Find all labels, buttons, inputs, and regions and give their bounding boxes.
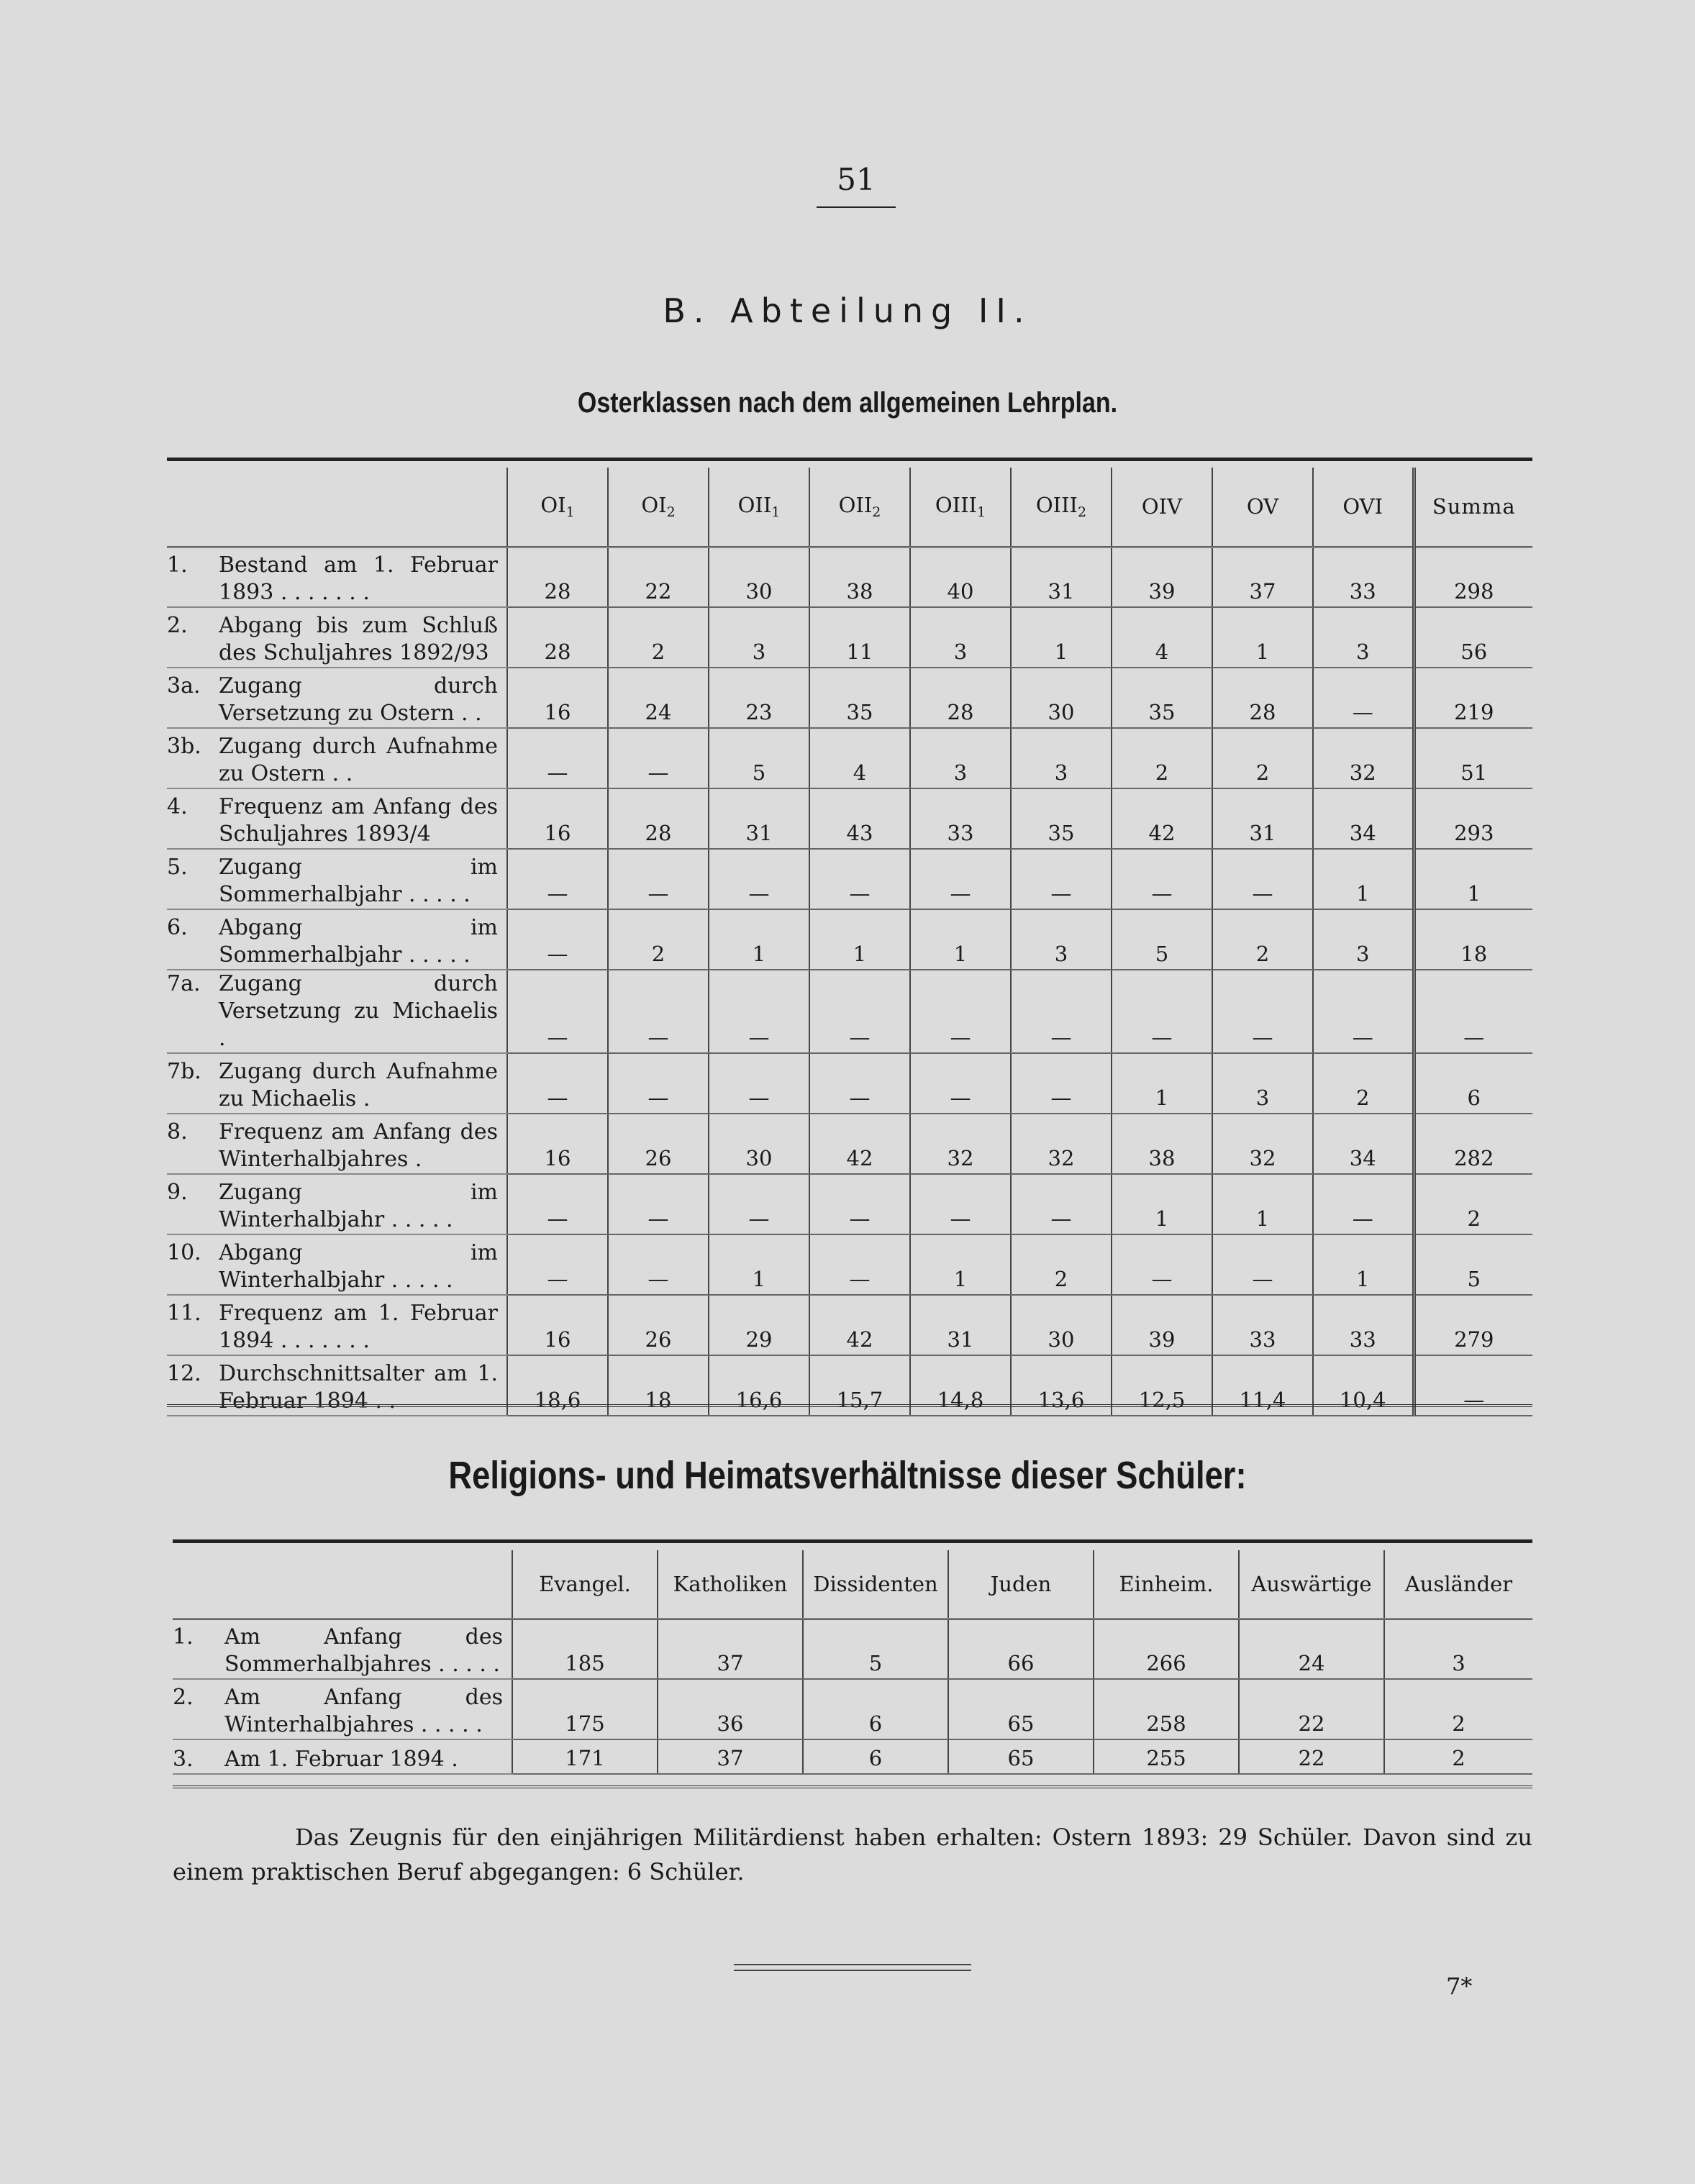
table-cell: 14,8 bbox=[910, 1355, 1011, 1416]
column-header-base: OI bbox=[641, 493, 667, 518]
table-cell: 2 bbox=[1112, 728, 1212, 788]
table-row bbox=[167, 728, 1532, 788]
table-cell: 1 bbox=[1112, 1174, 1212, 1234]
table-subtitle: Osterklassen nach dem allgemeinen Lehrplan. bbox=[577, 387, 1118, 419]
table-row bbox=[167, 1053, 1532, 1114]
table-cell: 35 bbox=[1112, 668, 1212, 728]
table-cell: 34 bbox=[1313, 1114, 1414, 1174]
column-header bbox=[910, 468, 1011, 547]
row-label-text: Abgang bis zum Schluß des Schuljahres 1892/93 bbox=[219, 613, 498, 665]
table-cell: 3 bbox=[1212, 1053, 1313, 1114]
table-cell: 31 bbox=[709, 788, 809, 849]
table-cell: 16 bbox=[507, 668, 608, 728]
table-cell: 5 bbox=[1112, 909, 1212, 970]
row-number: 5. bbox=[167, 855, 188, 880]
table-cell: 35 bbox=[809, 668, 910, 728]
table-cell: — bbox=[507, 909, 608, 970]
column-header: Evangel. bbox=[512, 1550, 658, 1619]
table-cell: — bbox=[709, 849, 809, 909]
row-number: 1. bbox=[173, 1624, 194, 1650]
table-cell: — bbox=[507, 1174, 608, 1234]
religion-top-rule bbox=[173, 1539, 1532, 1543]
table-cell: 22 bbox=[608, 547, 709, 607]
table-cell: 32 bbox=[1313, 728, 1414, 788]
table-row bbox=[167, 1234, 1532, 1295]
table-cell: 2 bbox=[1011, 1234, 1112, 1295]
row-label-text: Zugang im Sommerhalbjahr . . . . . bbox=[219, 855, 498, 907]
table-cell: 30 bbox=[1011, 668, 1112, 728]
table-cell: 2 bbox=[1384, 1739, 1532, 1774]
row-number: 1. bbox=[167, 552, 188, 578]
row-number: 10. bbox=[167, 1240, 201, 1265]
table-cell: 31 bbox=[1212, 788, 1313, 849]
table-cell: 1 bbox=[1011, 607, 1112, 668]
row-label-text: Abgang im Winterhalbjahr . . . . . bbox=[219, 1240, 498, 1293]
table-cell: 33 bbox=[1313, 547, 1414, 607]
column-header bbox=[809, 468, 910, 547]
table-cell: — bbox=[809, 1174, 910, 1234]
table-row bbox=[167, 788, 1532, 849]
table-cell: — bbox=[1011, 849, 1112, 909]
table-cell: 15,7 bbox=[809, 1355, 910, 1416]
footer-rule-2 bbox=[734, 1970, 971, 1971]
table-cell: 13,6 bbox=[1011, 1355, 1112, 1416]
table-row bbox=[167, 849, 1532, 909]
row-label-text: Frequenz am Anfang des Winterhalbjahres . bbox=[219, 1119, 498, 1172]
table-cell: 43 bbox=[809, 788, 910, 849]
row-label bbox=[167, 547, 507, 607]
row-label-text: Zugang durch Versetzung zu Michaelis . bbox=[219, 971, 498, 1051]
row-label bbox=[167, 849, 507, 909]
table-bottom-rule bbox=[167, 1404, 1532, 1407]
table-cell: — bbox=[507, 728, 608, 788]
summa-header: Summa bbox=[1414, 468, 1532, 547]
table-cell: 4 bbox=[1112, 607, 1212, 668]
sum-cell: 282 bbox=[1414, 1114, 1532, 1174]
table-cell: 3 bbox=[1384, 1619, 1532, 1679]
table-cell: — bbox=[1212, 849, 1313, 909]
table-row bbox=[167, 1295, 1532, 1355]
military-service-note: Das Zeugnis für den einjährigen Militärdienst haben erhalten: Ostern 1893: 29 Schüler. Davon sind zu einem praktischen Beruf abgegangen: 6 Schüler. bbox=[173, 1824, 1532, 1885]
row-label bbox=[173, 1619, 512, 1679]
row-label-text: Abgang im Sommerhalbjahr . . . . . bbox=[219, 915, 498, 968]
table-cell: 6 bbox=[803, 1739, 948, 1774]
table-cell: — bbox=[709, 1174, 809, 1234]
row-label-text: Zugang im Winterhalbjahr . . . . . bbox=[219, 1180, 498, 1232]
table-cell: — bbox=[507, 1234, 608, 1295]
row-label bbox=[167, 788, 507, 849]
table-row bbox=[167, 668, 1532, 728]
table-cell: 18,6 bbox=[507, 1355, 608, 1416]
table-row bbox=[173, 1619, 1532, 1679]
table-cell: 24 bbox=[1239, 1619, 1384, 1679]
row-label-text: Frequenz am 1. Februar 1894 . . . . . . . bbox=[219, 1301, 498, 1353]
table-cell: 16 bbox=[507, 1114, 608, 1174]
column-header-subscript: 1 bbox=[977, 504, 986, 521]
table-cell: 30 bbox=[709, 547, 809, 607]
table-cell: 1 bbox=[709, 909, 809, 970]
table-cell: 1 bbox=[1212, 607, 1313, 668]
sum-cell: 56 bbox=[1414, 607, 1532, 668]
table-cell: 28 bbox=[507, 607, 608, 668]
table-cell: 1 bbox=[1313, 849, 1414, 909]
table-cell: — bbox=[1112, 1234, 1212, 1295]
column-header: Ausländer bbox=[1384, 1550, 1532, 1619]
table-cell: 2 bbox=[608, 909, 709, 970]
column-header: Einheim. bbox=[1094, 1550, 1239, 1619]
table-cell: — bbox=[1212, 970, 1313, 1053]
table-cell: 11 bbox=[809, 607, 910, 668]
column-header-subscript: 2 bbox=[1078, 504, 1087, 521]
table-cell: 1 bbox=[1112, 1053, 1212, 1114]
table-cell: 65 bbox=[948, 1679, 1094, 1739]
table-cell: 28 bbox=[608, 788, 709, 849]
table-cell: 36 bbox=[658, 1679, 803, 1739]
column-header-subscript: 1 bbox=[771, 504, 781, 521]
table-cell: 175 bbox=[512, 1679, 658, 1739]
row-label-text: Bestand am 1. Februar 1893 . . . . . . . bbox=[219, 552, 498, 605]
table-cell: 185 bbox=[512, 1619, 658, 1679]
table-cell: 10,4 bbox=[1313, 1355, 1414, 1416]
table-cell: 1 bbox=[1212, 1174, 1313, 1234]
row-label bbox=[167, 1053, 507, 1114]
sum-cell: 1 bbox=[1414, 849, 1532, 909]
table-cell: — bbox=[910, 1174, 1011, 1234]
table-cell: — bbox=[608, 970, 709, 1053]
table-cell: 40 bbox=[910, 547, 1011, 607]
table-cell: 42 bbox=[1112, 788, 1212, 849]
table-cell: 39 bbox=[1112, 1295, 1212, 1355]
column-header-base: OVI bbox=[1342, 494, 1383, 519]
table-cell: — bbox=[709, 1053, 809, 1114]
table-cell: 24 bbox=[608, 668, 709, 728]
table-cell: 4 bbox=[809, 728, 910, 788]
table-row bbox=[167, 909, 1532, 970]
column-header bbox=[1011, 468, 1112, 547]
table-cell: 2 bbox=[1212, 728, 1313, 788]
table-cell: 2 bbox=[608, 607, 709, 668]
religion-bottom-rule bbox=[173, 1785, 1532, 1788]
column-header bbox=[1313, 468, 1414, 547]
row-label bbox=[167, 1234, 507, 1295]
sum-cell: 18 bbox=[1414, 909, 1532, 970]
table-cell: 171 bbox=[512, 1739, 658, 1774]
row-number: 11. bbox=[167, 1301, 201, 1326]
table-cell: — bbox=[608, 1053, 709, 1114]
table-cell: 33 bbox=[910, 788, 1011, 849]
row-label-text: Frequenz am Anfang des Schuljahres 1893/4 bbox=[219, 794, 498, 847]
row-label bbox=[167, 1114, 507, 1174]
table-cell: — bbox=[910, 970, 1011, 1053]
table-cell: 30 bbox=[1011, 1295, 1112, 1355]
column-header-base: OV bbox=[1246, 494, 1279, 519]
table-cell: — bbox=[1313, 668, 1414, 728]
row-label-text: Am 1. Februar 1894 . bbox=[224, 1747, 458, 1772]
sum-cell: 293 bbox=[1414, 788, 1532, 849]
column-header bbox=[1212, 468, 1313, 547]
table-row bbox=[173, 1739, 1532, 1774]
table-cell: — bbox=[1011, 1053, 1112, 1114]
row-number: 6. bbox=[167, 915, 188, 940]
row-label-text: Zugang durch Aufnahme zu Ostern . . bbox=[219, 734, 498, 786]
top-rule bbox=[167, 458, 1532, 461]
table-cell: 26 bbox=[608, 1295, 709, 1355]
table-cell: 16,6 bbox=[709, 1355, 809, 1416]
column-header: Juden bbox=[948, 1550, 1094, 1619]
table-cell: 31 bbox=[910, 1295, 1011, 1355]
row-label bbox=[167, 909, 507, 970]
section-title: B. Abteilung II. bbox=[663, 291, 1032, 330]
table-cell: — bbox=[910, 1053, 1011, 1114]
table-cell: 38 bbox=[809, 547, 910, 607]
table-row bbox=[167, 970, 1532, 1053]
sum-cell: 298 bbox=[1414, 547, 1532, 607]
religion-table bbox=[173, 1550, 1532, 1775]
table-cell: 32 bbox=[1011, 1114, 1112, 1174]
table-cell: 255 bbox=[1094, 1739, 1239, 1774]
row-label-text: Durchschnittsalter am 1. Februar 1894 . . bbox=[219, 1361, 498, 1414]
table-cell: — bbox=[507, 849, 608, 909]
table-cell: 35 bbox=[1011, 788, 1112, 849]
row-number: 12. bbox=[167, 1361, 201, 1386]
row-number: 4. bbox=[167, 794, 188, 819]
table-cell: 22 bbox=[1239, 1739, 1384, 1774]
row-label-text: Am Anfang des Winterhalbjahres . . . . . bbox=[224, 1685, 503, 1737]
table-cell: — bbox=[1313, 1174, 1414, 1234]
row-number: 7b. bbox=[167, 1059, 201, 1084]
sum-cell: 2 bbox=[1414, 1174, 1532, 1234]
table-cell: 3 bbox=[1313, 607, 1414, 668]
row-number: 2. bbox=[173, 1685, 194, 1710]
column-header: Dissidenten bbox=[803, 1550, 948, 1619]
row-number: 8. bbox=[167, 1119, 188, 1145]
column-header: Auswärtige bbox=[1239, 1550, 1384, 1619]
column-header-base: OII bbox=[838, 493, 873, 518]
column-header-base: OIII bbox=[1035, 493, 1078, 518]
table-cell: 5 bbox=[709, 728, 809, 788]
table-cell: — bbox=[608, 849, 709, 909]
table-cell: 2 bbox=[1313, 1053, 1414, 1114]
table-cell: 1 bbox=[809, 909, 910, 970]
row-label-text: Am Anfang des Sommerhalbjahres . . . . . bbox=[224, 1624, 503, 1677]
row-label bbox=[167, 970, 507, 1053]
table-cell: 33 bbox=[1212, 1295, 1313, 1355]
table-cell: 37 bbox=[658, 1739, 803, 1774]
table-cell: 3 bbox=[1011, 728, 1112, 788]
sum-cell: — bbox=[1414, 1355, 1532, 1416]
table-cell: 66 bbox=[948, 1619, 1094, 1679]
table-cell: 266 bbox=[1094, 1619, 1239, 1679]
footer-rule-1 bbox=[734, 1964, 971, 1965]
table-cell: 1 bbox=[910, 909, 1011, 970]
table-cell: 1 bbox=[910, 1234, 1011, 1295]
table-row bbox=[167, 1114, 1532, 1174]
table-cell: 39 bbox=[1112, 547, 1212, 607]
table-cell: — bbox=[809, 1053, 910, 1114]
table-cell: — bbox=[809, 1234, 910, 1295]
column-header-base: OIV bbox=[1141, 494, 1183, 519]
column-header-base: OII bbox=[737, 493, 772, 518]
table-cell: 34 bbox=[1313, 788, 1414, 849]
column-header bbox=[608, 468, 709, 547]
row-number: 7a. bbox=[167, 971, 201, 996]
sum-cell: — bbox=[1414, 970, 1532, 1053]
table-cell: 31 bbox=[1011, 547, 1112, 607]
table-cell: 18 bbox=[608, 1355, 709, 1416]
table-cell: 29 bbox=[709, 1295, 809, 1355]
row-label bbox=[173, 1679, 512, 1739]
table-cell: 30 bbox=[709, 1114, 809, 1174]
table-cell: 5 bbox=[803, 1619, 948, 1679]
religion-table-title: Religions- und Heimatsverhältnisse dieser Schüler: bbox=[448, 1454, 1247, 1497]
table-cell: 32 bbox=[1212, 1114, 1313, 1174]
header-blank bbox=[167, 468, 507, 547]
table-cell: 16 bbox=[507, 788, 608, 849]
table-cell: 3 bbox=[1011, 909, 1112, 970]
table-cell: 37 bbox=[658, 1619, 803, 1679]
sum-cell: 51 bbox=[1414, 728, 1532, 788]
table-cell: — bbox=[608, 1174, 709, 1234]
row-label bbox=[173, 1739, 512, 1774]
table-cell: — bbox=[608, 728, 709, 788]
column-header bbox=[709, 468, 809, 547]
table-cell: — bbox=[1112, 849, 1212, 909]
table-row bbox=[167, 1174, 1532, 1234]
table-cell: 42 bbox=[809, 1114, 910, 1174]
table-cell: — bbox=[1212, 1234, 1313, 1295]
table-cell: — bbox=[507, 1053, 608, 1114]
table-cell: 16 bbox=[507, 1295, 608, 1355]
row-label-text: Zugang durch Versetzung zu Ostern . . bbox=[219, 673, 498, 726]
sum-cell: 219 bbox=[1414, 668, 1532, 728]
row-number: 9. bbox=[167, 1180, 188, 1205]
table-cell: — bbox=[709, 970, 809, 1053]
table-cell: 28 bbox=[910, 668, 1011, 728]
table-cell: 258 bbox=[1094, 1679, 1239, 1739]
row-number: 3a. bbox=[167, 673, 201, 699]
row-label-text: Zugang durch Aufnahme zu Michaelis . bbox=[219, 1059, 498, 1111]
table-row bbox=[173, 1679, 1532, 1739]
header-blank bbox=[173, 1550, 512, 1619]
table-cell: 42 bbox=[809, 1295, 910, 1355]
sum-cell: 6 bbox=[1414, 1053, 1532, 1114]
table-cell: — bbox=[1011, 1174, 1112, 1234]
table-cell: — bbox=[1011, 970, 1112, 1053]
table-cell: 11,4 bbox=[1212, 1355, 1313, 1416]
table-cell: 65 bbox=[948, 1739, 1094, 1774]
column-header-subscript: 1 bbox=[565, 504, 575, 521]
table-cell: — bbox=[507, 970, 608, 1053]
sum-cell: 279 bbox=[1414, 1295, 1532, 1355]
table-cell: 12,5 bbox=[1112, 1355, 1212, 1416]
row-label bbox=[167, 1174, 507, 1234]
row-label bbox=[167, 1295, 507, 1355]
table-cell: 33 bbox=[1313, 1295, 1414, 1355]
sheet-signature: 7* bbox=[1446, 1973, 1473, 2000]
table-row bbox=[167, 607, 1532, 668]
enrollment-table bbox=[167, 468, 1532, 1416]
table-cell: 28 bbox=[1212, 668, 1313, 728]
column-header-subscript: 2 bbox=[872, 504, 881, 521]
table-row bbox=[167, 547, 1532, 607]
column-header: Katholiken bbox=[658, 1550, 803, 1619]
table-cell: 3 bbox=[910, 728, 1011, 788]
row-number: 3b. bbox=[167, 734, 201, 759]
table-cell: 37 bbox=[1212, 547, 1313, 607]
table-cell: — bbox=[910, 849, 1011, 909]
table-cell: 2 bbox=[1212, 909, 1313, 970]
table-cell: 38 bbox=[1112, 1114, 1212, 1174]
row-label bbox=[167, 668, 507, 728]
column-header bbox=[507, 468, 608, 547]
table-cell: 3 bbox=[1313, 909, 1414, 970]
table-cell: — bbox=[608, 1234, 709, 1295]
table-cell: 28 bbox=[507, 547, 608, 607]
row-number: 2. bbox=[167, 613, 188, 638]
table-cell: 2 bbox=[1384, 1679, 1532, 1739]
table-cell: 6 bbox=[803, 1679, 948, 1739]
column-header bbox=[1112, 468, 1212, 547]
table-cell: — bbox=[809, 849, 910, 909]
table-cell: 3 bbox=[910, 607, 1011, 668]
column-header-base: OIII bbox=[935, 493, 978, 518]
table-cell: 32 bbox=[910, 1114, 1011, 1174]
table-cell: 3 bbox=[709, 607, 809, 668]
row-number: 3. bbox=[173, 1747, 194, 1772]
table-cell: — bbox=[1313, 970, 1414, 1053]
column-header-subscript: 2 bbox=[666, 504, 676, 521]
table-cell: 1 bbox=[1313, 1234, 1414, 1295]
row-label bbox=[167, 607, 507, 668]
row-label bbox=[167, 728, 507, 788]
table-cell: 1 bbox=[709, 1234, 809, 1295]
table-cell: — bbox=[809, 970, 910, 1053]
page-number-rule bbox=[817, 206, 896, 208]
table-cell: 23 bbox=[709, 668, 809, 728]
column-header-base: OI bbox=[540, 493, 566, 518]
sum-cell: 5 bbox=[1414, 1234, 1532, 1295]
table-cell: — bbox=[1112, 970, 1212, 1053]
page-number: 51 bbox=[837, 162, 876, 197]
table-cell: 26 bbox=[608, 1114, 709, 1174]
table-cell: 22 bbox=[1239, 1679, 1384, 1739]
